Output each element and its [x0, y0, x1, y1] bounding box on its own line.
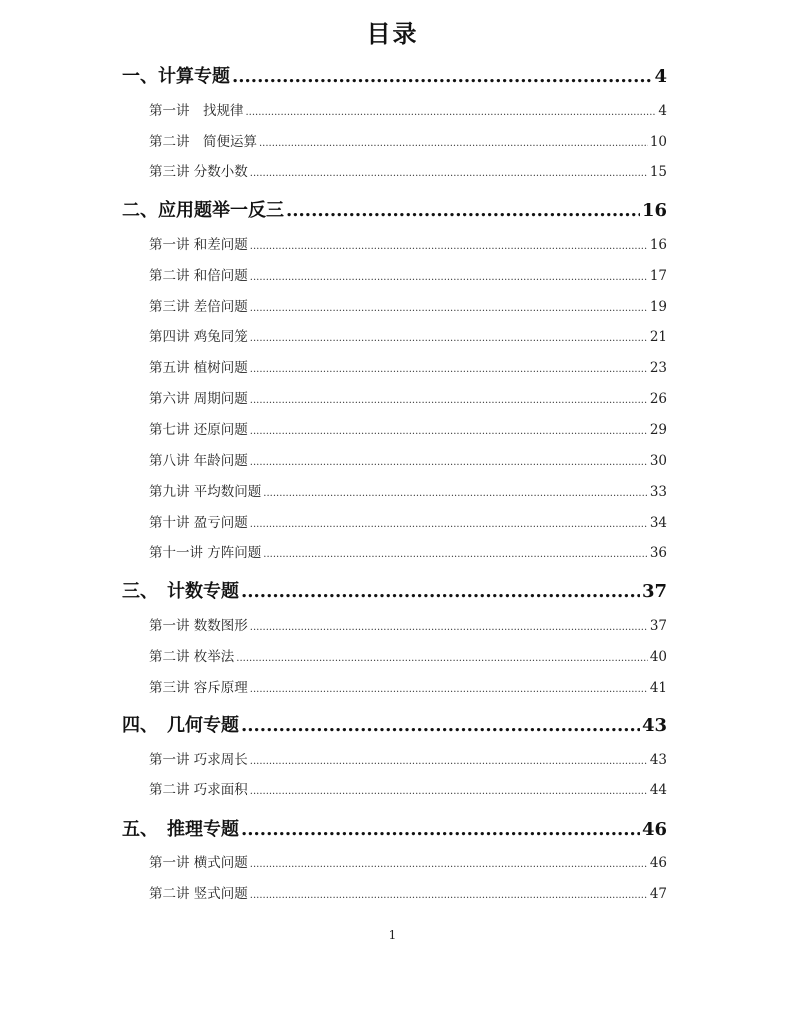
dot-leader [232, 66, 652, 87]
dot-leader [250, 859, 648, 870]
dot-leader [263, 549, 648, 560]
lecture-page: 40 [649, 649, 667, 665]
toc-lecture[interactable] [149, 480, 667, 500]
lecture-page: 15 [649, 164, 667, 180]
dot-leader [250, 364, 648, 375]
toc-section[interactable] [122, 577, 667, 603]
toc-lecture[interactable] [149, 449, 667, 469]
dot-leader [250, 890, 648, 901]
lecture-page: 26 [649, 391, 667, 407]
section-label: 二、应用题举一反三 [122, 200, 284, 221]
lecture-page: 19 [649, 299, 667, 315]
section-page: 46 [641, 819, 667, 840]
section-label: 一、计算专题 [122, 66, 230, 87]
dot-leader [236, 653, 648, 664]
toc-lecture[interactable] [149, 645, 667, 665]
toc-lecture[interactable] [149, 130, 667, 150]
lecture-page: 37 [649, 618, 667, 634]
lecture-label: 第九讲 平均数问题 [149, 484, 262, 500]
dot-leader [250, 519, 648, 530]
section-page: 37 [641, 581, 667, 602]
section-page: 4 [654, 66, 667, 87]
lecture-page: 46 [649, 855, 667, 871]
lecture-page: 33 [649, 484, 667, 500]
toc-lecture[interactable] [149, 778, 667, 798]
toc-lecture[interactable] [149, 387, 667, 407]
lecture-label: 第十讲 盈亏问题 [149, 515, 248, 531]
lecture-page: 16 [649, 237, 667, 253]
section-page: 16 [641, 200, 667, 221]
dot-leader [250, 756, 648, 767]
section-label: 四、 几何专题 [122, 715, 239, 736]
lecture-page: 30 [649, 453, 667, 469]
lecture-label: 第三讲 容斥原理 [149, 680, 248, 696]
lecture-label: 第一讲 数数图形 [149, 618, 248, 634]
toc-lecture[interactable] [149, 99, 667, 119]
toc-lecture[interactable] [149, 233, 667, 253]
lecture-label: 第八讲 年龄问题 [149, 453, 248, 469]
lecture-label: 第一讲 找规律 [149, 103, 244, 119]
section-label: 五、 推理专题 [122, 819, 239, 840]
toc-lecture[interactable] [149, 541, 667, 561]
lecture-page: 29 [649, 422, 667, 438]
lecture-label: 第一讲 横式问题 [149, 855, 248, 871]
lecture-label: 第二讲 巧求面积 [149, 782, 248, 798]
toc-section[interactable] [122, 815, 667, 841]
toc-lecture[interactable] [149, 418, 667, 438]
section-label: 三、 计数专题 [122, 581, 239, 602]
dot-leader [259, 138, 648, 149]
dot-leader [250, 426, 648, 437]
lecture-page: 10 [649, 134, 667, 150]
dot-leader [286, 200, 640, 221]
toc-lecture[interactable] [149, 851, 667, 871]
toc-lecture[interactable] [149, 614, 667, 634]
lecture-page: 44 [649, 782, 667, 798]
toc-lecture[interactable] [149, 882, 667, 902]
toc-lecture[interactable] [149, 295, 667, 315]
toc-section[interactable] [122, 62, 667, 88]
toc-section[interactable] [122, 711, 667, 737]
lecture-label: 第四讲 鸡兔同笼 [149, 329, 248, 345]
lecture-page: 43 [649, 752, 667, 768]
lecture-label: 第二讲 简便运算 [149, 134, 257, 150]
lecture-page: 34 [649, 515, 667, 531]
footer-page-number: 1 [388, 928, 397, 942]
dot-leader [250, 786, 648, 797]
lecture-label: 第一讲 和差问题 [149, 237, 248, 253]
lecture-label: 第一讲 巧求周长 [149, 752, 248, 768]
lecture-label: 第三讲 分数小数 [149, 164, 248, 180]
lecture-label: 第三讲 差倍问题 [149, 299, 248, 315]
dot-leader [250, 395, 648, 406]
dot-leader [250, 303, 648, 314]
lecture-label: 第二讲 竖式问题 [149, 886, 248, 902]
lecture-label: 第二讲 和倍问题 [149, 268, 248, 284]
dot-leader [241, 581, 640, 602]
lecture-page: 47 [649, 886, 667, 902]
toc-lecture[interactable] [149, 676, 667, 696]
dot-leader [250, 241, 648, 252]
lecture-label: 第五讲 植树问题 [149, 360, 248, 376]
dot-leader [241, 715, 640, 736]
dot-leader [250, 168, 648, 179]
toc-lecture[interactable] [149, 160, 667, 180]
lecture-label: 第十一讲 方阵问题 [149, 545, 262, 561]
dot-leader [250, 272, 648, 283]
lecture-label: 第二讲 枚举法 [149, 649, 235, 665]
section-page: 43 [641, 715, 667, 736]
dot-leader [250, 684, 648, 695]
toc-lecture[interactable] [149, 264, 667, 284]
page-title: 目录 [366, 19, 419, 48]
lecture-label: 第七讲 还原问题 [149, 422, 248, 438]
lecture-page: 17 [649, 268, 667, 284]
dot-leader [250, 457, 648, 468]
dot-leader [250, 622, 648, 633]
lecture-page: 41 [649, 680, 667, 696]
dot-leader [241, 819, 640, 840]
dot-leader [246, 107, 657, 118]
dot-leader [263, 488, 648, 499]
toc-lecture[interactable] [149, 325, 667, 345]
toc-lecture[interactable] [149, 511, 667, 531]
lecture-label: 第六讲 周期问题 [149, 391, 248, 407]
toc-section[interactable] [122, 196, 667, 222]
toc-lecture[interactable] [149, 748, 667, 768]
lecture-page: 21 [649, 329, 667, 345]
dot-leader [250, 333, 648, 344]
lecture-page: 4 [658, 103, 667, 119]
lecture-page: 23 [649, 360, 667, 376]
toc-lecture[interactable] [149, 356, 667, 376]
lecture-page: 36 [649, 545, 667, 561]
